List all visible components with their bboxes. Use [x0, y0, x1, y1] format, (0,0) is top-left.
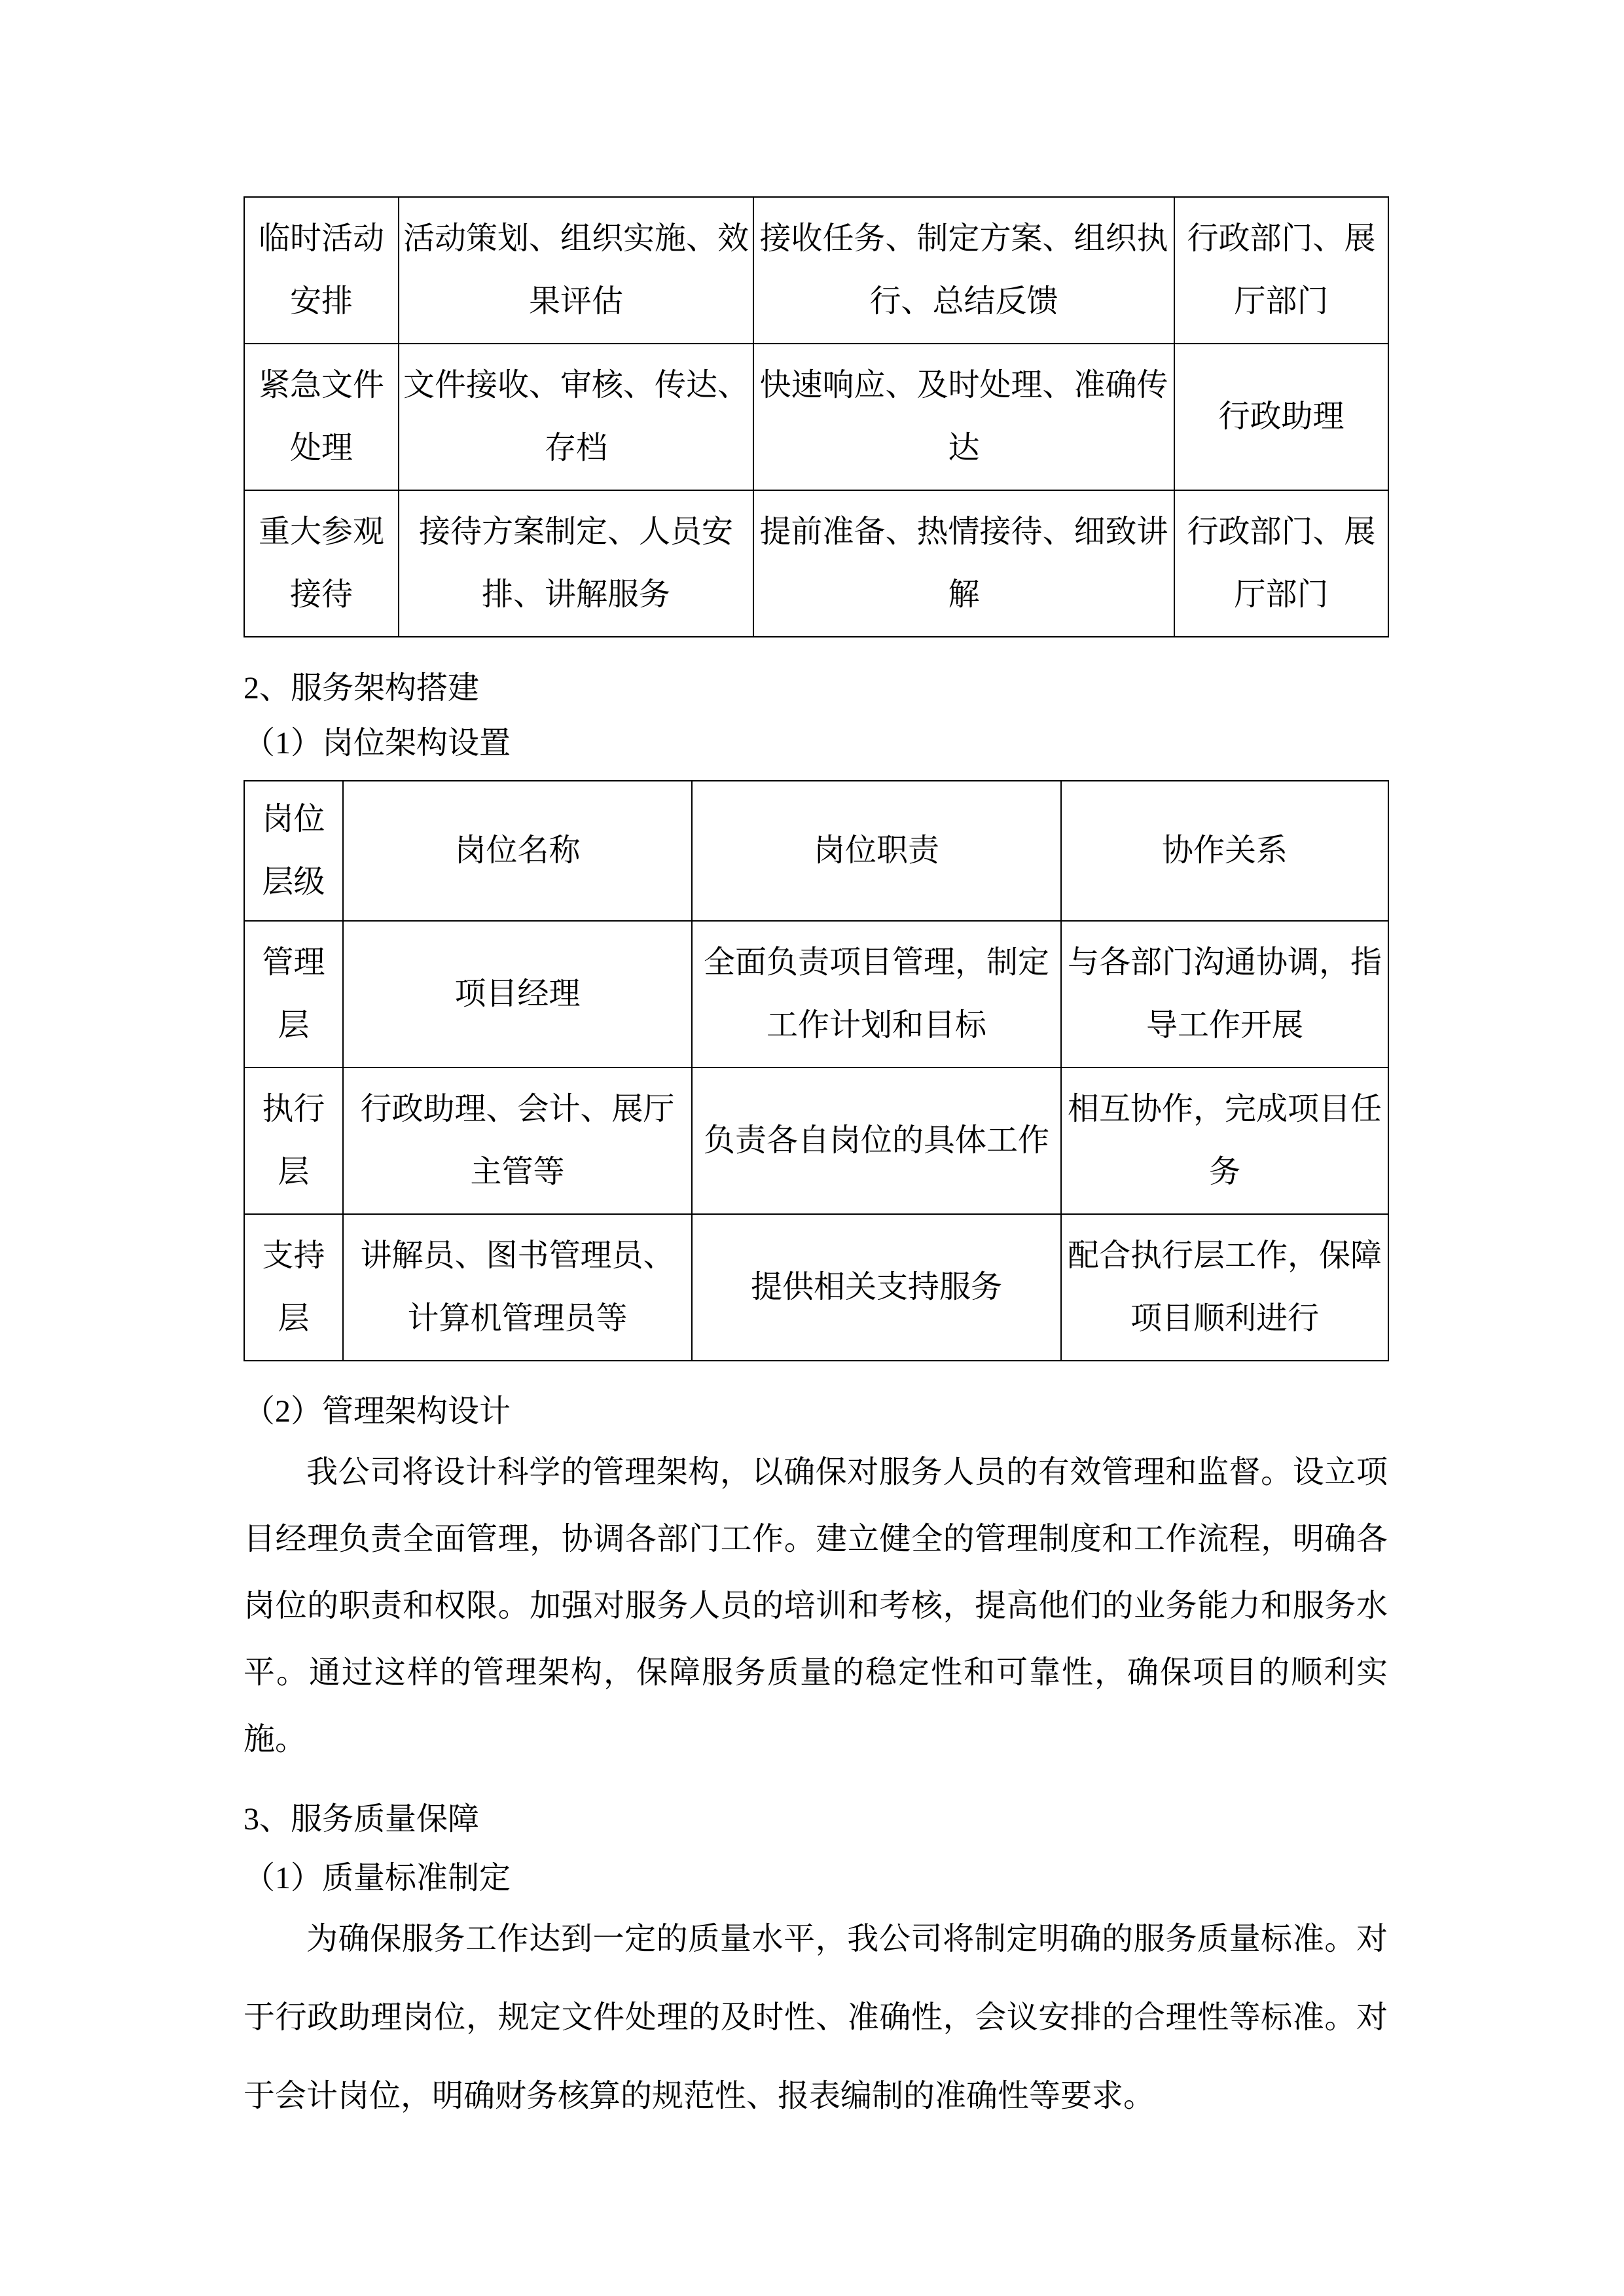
table-cell: 行政部门、展厅部门 — [1174, 197, 1388, 344]
table-cell: 讲解员、图书管理员、计算机管理员等 — [343, 1214, 692, 1361]
duties-table — [244, 196, 1389, 637]
section-heading-quality-assurance: 3、服务质量保障 — [244, 1802, 480, 1837]
table-cell: 文件接收、审核、传达、存档 — [399, 344, 753, 490]
table-header-row — [244, 781, 1388, 921]
table-cell: 相互协作，完成项目任务 — [1061, 1067, 1388, 1214]
table-row — [244, 921, 1388, 1067]
table-cell: 项目经理 — [343, 921, 692, 1067]
table-cell: 提前准备、热情接待、细致讲解 — [753, 490, 1174, 637]
table-header-cell: 岗位层级 — [244, 781, 343, 921]
table-cell: 配合执行层工作，保障项目顺利进行 — [1061, 1214, 1388, 1361]
table-cell: 行政助理、会计、展厅主管等 — [343, 1067, 692, 1214]
table-row — [244, 490, 1388, 637]
subsection-heading-position-structure: （1）岗位架构设置 — [244, 726, 511, 761]
table-cell: 临时活动安排 — [244, 197, 399, 344]
table-row — [244, 344, 1388, 490]
paragraph-management-structure: 我公司将设计科学的管理架构，以确保对服务人员的有效管理和监督。设立项目经理负责全面管理，协调各部门工作。建立健全的管理制度和工作流程，明确各岗位的职责和权限。加强对服务人员的培训和考核，提高他们的业务能力和服务水平。通过这样的管理架构，保障服务质量的稳定性和可靠性，确保项目的顺利实施。 — [244, 1455, 1388, 1757]
table-cell: 与各部门沟通协调，指导工作开展 — [1061, 921, 1388, 1067]
table-cell: 紧急文件处理 — [244, 344, 399, 490]
table-cell: 提供相关支持服务 — [692, 1214, 1061, 1361]
table-cell: 接收任务、制定方案、组织执行、总结反馈 — [753, 197, 1174, 344]
table-header-cell: 岗位名称 — [343, 781, 692, 921]
section-heading-service-structure: 2、服务架构搭建 — [244, 671, 480, 706]
paragraph-quality-standards: 为确保服务工作达到一定的质量水平，我公司将制定明确的服务质量标准。对于行政助理岗位，规定文件处理的及时性、准确性，会议安排的合理性等标准。对于会计岗位，明确财务核算的规范性、报表编制的准确性等要求。 — [244, 1922, 1388, 2113]
position-structure-table — [244, 780, 1389, 1361]
table-header-cell: 协作关系 — [1061, 781, 1388, 921]
table-cell: 重大参观接待 — [244, 490, 399, 637]
subsection-heading-management-structure: （2）管理架构设计 — [244, 1394, 511, 1429]
subsection-heading-quality-standards: （1）质量标准制定 — [244, 1861, 511, 1895]
table-cell: 执行层 — [244, 1067, 343, 1214]
table-row — [244, 197, 1388, 344]
table-cell: 负责各自岗位的具体工作 — [692, 1067, 1061, 1214]
table-cell: 行政助理 — [1174, 344, 1388, 490]
table-cell: 活动策划、组织实施、效果评估 — [399, 197, 753, 344]
table-cell: 全面负责项目管理，制定工作计划和目标 — [692, 921, 1061, 1067]
table-row — [244, 1214, 1388, 1361]
table-cell: 接待方案制定、人员安排、讲解服务 — [399, 490, 753, 637]
table-cell: 管理层 — [244, 921, 343, 1067]
table-cell: 支持层 — [244, 1214, 343, 1361]
table-cell: 行政部门、展厅部门 — [1174, 490, 1388, 637]
table-header-cell: 岗位职责 — [692, 781, 1061, 921]
table-row — [244, 1067, 1388, 1214]
table-cell: 快速响应、及时处理、准确传达 — [753, 344, 1174, 490]
